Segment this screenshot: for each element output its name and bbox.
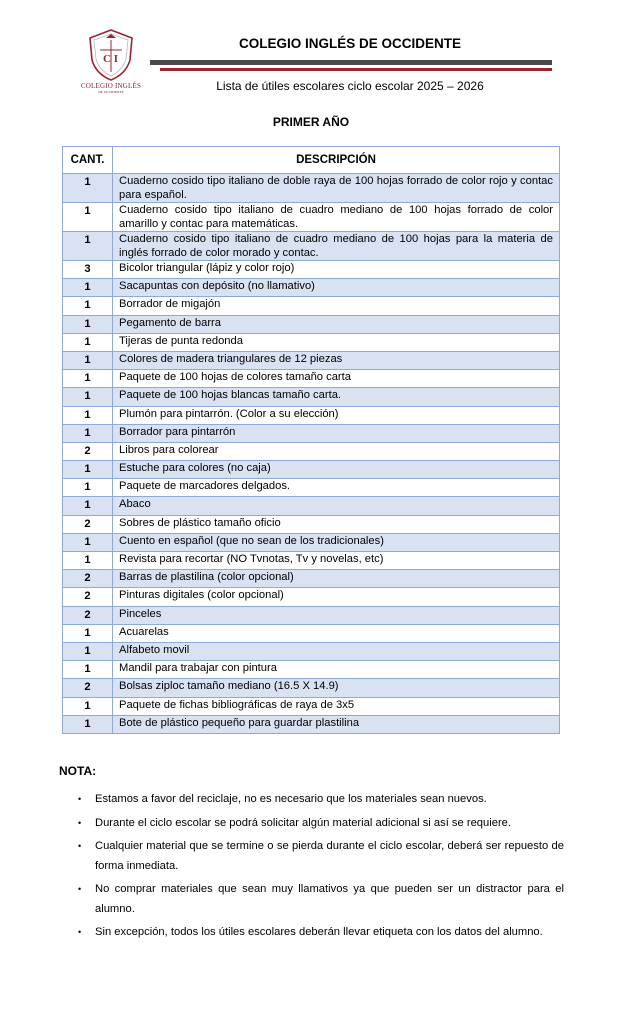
table-row xyxy=(63,697,560,715)
description-cell: Cuaderno cosido tipo italiano de cuadro mediano de 100 hojas para la materia de inglés forrado de color morado y contac. xyxy=(113,232,560,261)
note-text: Durante el ciclo escolar se podrá solicitar algún material adicional si así se requiere. xyxy=(95,816,512,829)
quantity-cell: 1 xyxy=(63,461,113,479)
description-cell: Paquete de 100 hojas de colores tamaño carta xyxy=(113,370,560,388)
quantity-cell: 1 xyxy=(63,424,113,442)
table-row xyxy=(63,679,560,697)
description-column-header: DESCRIPCIÓN xyxy=(113,147,560,174)
note-text: No comprar materiales que sean muy llamativos ya que pueden ser un distractor para el alumno. xyxy=(95,883,564,915)
table-row xyxy=(63,297,560,315)
note-item xyxy=(78,814,564,834)
description-cell: Sacapuntas con depósito (no llamativo) xyxy=(113,279,560,297)
description-cell: Pinceles xyxy=(113,606,560,624)
table-row xyxy=(63,570,560,588)
table-row xyxy=(63,203,560,232)
quantity-cell: 1 xyxy=(63,642,113,660)
table-row xyxy=(63,461,560,479)
supplies-table xyxy=(62,146,560,734)
bullet-icon: • xyxy=(78,884,82,894)
logo-letters: C I xyxy=(103,53,118,65)
description-cell: Borrador de migajón xyxy=(113,297,560,315)
description-cell: Paquete de 100 hojas blancas tamaño carta. xyxy=(113,388,560,406)
bullet-icon: • xyxy=(78,927,82,937)
note-item xyxy=(78,923,564,943)
shield-crest-icon xyxy=(86,28,136,82)
table-row xyxy=(63,370,560,388)
note-text: Cualquier material que se termine o se pierda durante el ciclo escolar, deberá ser repuesto de forma inmediata. xyxy=(95,840,564,872)
quantity-cell: 1 xyxy=(63,297,113,315)
table-row xyxy=(63,624,560,642)
table-row xyxy=(63,351,560,369)
description-cell: Revista para recortar (NO Tvnotas, Tv y novelas, etc) xyxy=(113,552,560,570)
quantity-cell: 3 xyxy=(63,261,113,279)
description-cell: Borrador para pintarrón xyxy=(113,424,560,442)
description-cell: Bolsas ziploc tamaño mediano (16.5 X 14.9) xyxy=(113,679,560,697)
note-list xyxy=(78,790,564,947)
description-cell: Mandil para trabajar con pintura xyxy=(113,661,560,679)
table-row xyxy=(63,533,560,551)
note-text: Sin excepción, todos los útiles escolares deberán llevar etiqueta con los datos del alumno. xyxy=(95,926,543,938)
description-cell: Cuento en español (que no sean de los tradicionales) xyxy=(113,533,560,551)
quantity-cell: 2 xyxy=(63,588,113,606)
description-cell: Libros para colorear xyxy=(113,442,560,460)
table-row xyxy=(63,406,560,424)
description-cell: Bote de plástico pequeño para guardar plastilina xyxy=(113,715,560,733)
table-row xyxy=(63,497,560,515)
quantity-cell: 1 xyxy=(63,661,113,679)
description-cell: Cuaderno cosido tipo italiano de doble raya de 100 hojas forrado de color rojo y contac para español. xyxy=(113,174,560,203)
note-item xyxy=(78,880,564,919)
description-cell: Cuaderno cosido tipo italiano de cuadro mediano de 100 hojas forrado de color amarillo y contac para matemáticas. xyxy=(113,203,560,232)
table-row xyxy=(63,479,560,497)
quantity-cell: 1 xyxy=(63,533,113,551)
quantity-cell: 2 xyxy=(63,606,113,624)
quantity-cell: 2 xyxy=(63,570,113,588)
bullet-icon: • xyxy=(78,794,82,804)
table-row xyxy=(63,442,560,460)
quantity-cell: 1 xyxy=(63,715,113,733)
quantity-cell: 1 xyxy=(63,479,113,497)
description-cell: Abaco xyxy=(113,497,560,515)
description-cell: Tijeras de punta redonda xyxy=(113,333,560,351)
quantity-cell: 1 xyxy=(63,232,113,261)
note-item xyxy=(78,837,564,876)
description-cell: Barras de plastilina (color opcional) xyxy=(113,570,560,588)
quantity-cell: 1 xyxy=(63,203,113,232)
quantity-cell: 1 xyxy=(63,279,113,297)
quantity-cell: 1 xyxy=(63,406,113,424)
description-cell: Paquete de marcadores delgados. xyxy=(113,479,560,497)
table-row xyxy=(63,588,560,606)
table-row xyxy=(63,388,560,406)
table-row xyxy=(63,279,560,297)
description-cell: Bicolor triangular (lápiz y color rojo) xyxy=(113,261,560,279)
note-item xyxy=(78,790,564,810)
table-row xyxy=(63,642,560,660)
table-row xyxy=(63,661,560,679)
description-cell: Pegamento de barra xyxy=(113,315,560,333)
school-logo xyxy=(72,28,150,96)
table-row xyxy=(63,174,560,203)
description-cell: Plumón para pintarrón. (Color a su elección) xyxy=(113,406,560,424)
table-row xyxy=(63,606,560,624)
table-row xyxy=(63,715,560,733)
bullet-icon: • xyxy=(78,841,82,851)
table-row xyxy=(63,552,560,570)
logo-text: COLEGIO INGLÉS xyxy=(80,82,142,90)
table-row xyxy=(63,261,560,279)
description-cell: Colores de madera triangulares de 12 piezas xyxy=(113,351,560,369)
table-row xyxy=(63,232,560,261)
note-label: NOTA: xyxy=(59,764,97,778)
quantity-cell: 1 xyxy=(63,370,113,388)
header-rule-gray xyxy=(150,60,552,65)
description-cell: Estuche para colores (no caja) xyxy=(113,461,560,479)
quantity-cell: 1 xyxy=(63,388,113,406)
description-cell: Paquete de fichas bibliográficas de raya de 3x5 xyxy=(113,697,560,715)
quantity-cell: 2 xyxy=(63,679,113,697)
logo-subtext: DE OCCIDENTE xyxy=(98,90,124,94)
school-name: COLEGIO INGLÉS DE OCCIDENTE xyxy=(238,36,462,51)
table-header-row xyxy=(63,147,560,174)
description-cell: Acuarelas xyxy=(113,624,560,642)
section-title: PRIMER AÑO xyxy=(272,115,350,129)
table-row xyxy=(63,424,560,442)
quantity-cell: 1 xyxy=(63,315,113,333)
quantity-cell: 1 xyxy=(63,333,113,351)
quantity-cell: 1 xyxy=(63,174,113,203)
description-cell: Pinturas digitales (color opcional) xyxy=(113,588,560,606)
quantity-cell: 2 xyxy=(63,515,113,533)
header-rule-red xyxy=(160,68,552,71)
table-row xyxy=(63,515,560,533)
table-row xyxy=(63,333,560,351)
bullet-icon: • xyxy=(78,817,82,828)
quantity-cell: 1 xyxy=(63,624,113,642)
quantity-cell: 1 xyxy=(63,552,113,570)
note-text: Estamos a favor del reciclaje, no es necesario que los materiales sean nuevos. xyxy=(95,793,487,805)
qty-column-header: CANT. xyxy=(63,147,113,174)
description-cell: Alfabeto movil xyxy=(113,642,560,660)
description-cell: Sobres de plástico tamaño oficio xyxy=(113,515,560,533)
quantity-cell: 1 xyxy=(63,497,113,515)
document-subtitle: Lista de útiles escolares ciclo escolar 2025 – 2026 xyxy=(216,79,484,93)
quantity-cell: 1 xyxy=(63,697,113,715)
quantity-cell: 1 xyxy=(63,351,113,369)
quantity-cell: 2 xyxy=(63,442,113,460)
table-row xyxy=(63,315,560,333)
